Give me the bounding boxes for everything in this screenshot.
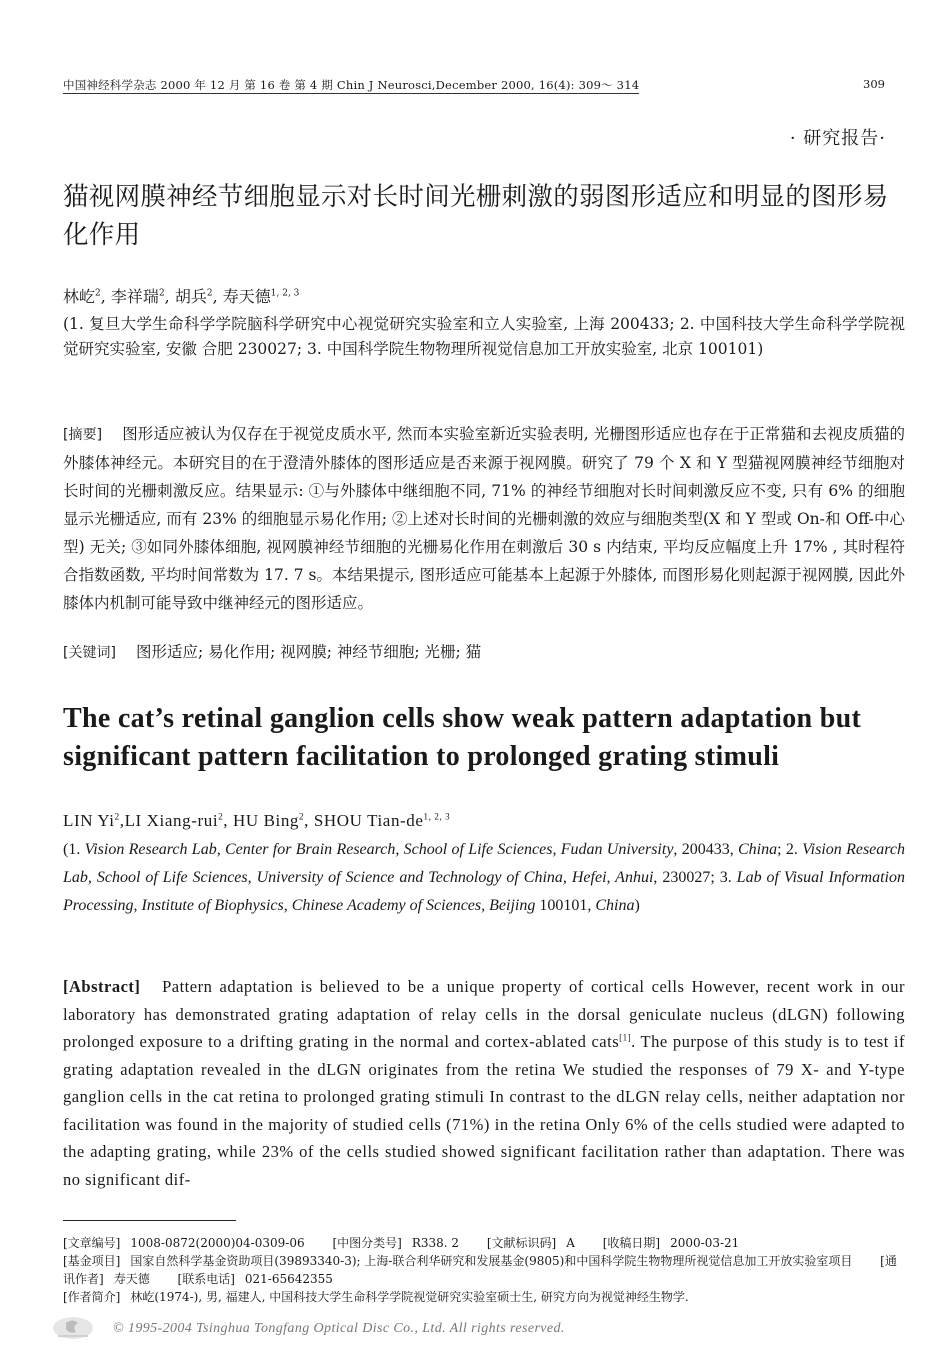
author-name: LIN Yi [63,811,115,830]
english-abstract [63,973,905,1193]
document-code: A [566,1236,575,1250]
copyright-notice: © 1995-2004 Tsinghua Tongfang Optical Disc Co., Ltd. All rights reserved. [113,1321,565,1336]
chinese-title: 猫视网膜神经节细胞显示对长时间光栅刺激的弱图形适应和明显的图形易化作用 [63,182,889,250]
chinese-abstract [63,420,905,617]
author-affil-mark: 2 [299,811,305,822]
abstract-label: [摘要] [63,427,103,443]
footnote-label: [基金项目] [63,1254,121,1268]
footnote-line [63,1288,905,1306]
footnote-label: [联系电话] [177,1272,235,1286]
author-affil-mark: 2 [206,288,213,299]
affil-text: , 200433, [673,841,738,858]
author-name: , 寿天德 [212,287,271,306]
chinese-affiliations: (1. 复旦大学生命科学学院脑科学研究中心视觉研究实验室和立人实验室, 上海 200433; 2. 中国科技大学生命科学学院视觉研究实验室, 安徽 合肥 230027; 3. 中国科学院生物物理所视觉信息加工开放实验室, 北京 100101) [63,315,905,358]
author-name: ,LI Xiang-rui [119,811,219,830]
contact-phone: 021-65642355 [244,1272,333,1286]
footnotes [63,1234,905,1306]
footnote-label: [作者简介] [63,1290,121,1304]
english-title: The cat’s retinal ganglion cells show weak pattern adaptation but significant pattern facilitation to prolonged grating stimuli [63,703,862,772]
footnote-label: [通讯作者] [63,1254,897,1286]
affil-text: , 230027; 3. [653,869,737,886]
page-number: 309 [863,77,885,91]
author-affil-mark: 1, 2, 3 [270,288,300,299]
section-tag: · 研究报告· [789,128,886,149]
author-name: , HU Bing [223,811,300,830]
keywords-label: [关键词] [63,645,116,661]
affil-institution: Vision Research Lab, Center for Brain Research, School of Life Sciences, Fudan University [84,841,674,858]
author-affil-mark: 2 [218,811,224,822]
publisher-logo-icon [50,1314,96,1342]
author-name: , SHOU Tian-de [304,811,424,830]
author-affil-mark: 2 [158,288,165,299]
author-affil-mark: 2 [114,811,120,822]
affil-text: (1. [63,841,85,858]
corresponding-author: 寿天德 [113,1272,150,1286]
affil-institution: Lab of Visual Information Processing, Institute of Biophysics, Chinese Academy of Sciences, Beijing [63,869,905,914]
affil-text: 100101, [535,897,596,914]
author-affil-mark: 2 [95,288,101,299]
chinese-authors [63,284,299,307]
footnote-label: [文献标识码] [486,1236,557,1250]
chinese-keywords [63,640,905,662]
author-name: , 胡兵 [164,287,207,306]
affil-institution: Vision Research Lab, School of Life Sciences, University of Science and Technology of China, Hefei, Anhui [63,841,906,886]
abstract-text: . The purpose of this study is to test if grating adaptation revealed in the dLGN originates from the retina We studied the responses of 79 X- and Y-type ganglion cells in the cat retina to prolonged grating stimuli In contrast to the dLGN relay cells, neither adaptation nor facilitation was found in the majority of studied cells (71%) in the retina Only 6% of the cells studied were adapted to the adapting grating, while 23% of the cells studied showed significant facilitation rather than adaptation. There was no significant dif- [63,1032,905,1189]
footnote-divider [63,1220,236,1221]
journal-citation: 中国神经科学杂志 2000 年 12 月 第 16 卷 第 4 期 Chin J Neurosci,December 2000, 16(4): 309～ 314 [63,78,640,92]
abstract-text: 图形适应被认为仅存在于视觉皮质水平, 然而本实验室新近实验表明, 光栅图形适应也存在于正常猫和去视皮质猫的外膝体神经元。本研究目的在于澄清外膝体的图形适应是否来源于视网膜。研究了 79 个 X 和 Y 型猫视网膜神经节细胞对长时间的光栅刺激反应。结果显示: ①与外膝体中继细胞不同, 71% 的神经节细胞对长时间刺激反应不变, 只有 6% 的细胞显示光栅适应, 而有 23% 的细胞显示易化作用; ②上述对长时间的光栅刺激的效应与细胞类型(X 和 Y 型或 On-和 Off-中心型) 无关; ③如同外膝体细胞, 视网膜神经节细胞的光栅易化作用在刺激后 30 s 内结束, 平均反应幅度上升 17% , 其时程符合指数函数, 平均时间常数为 17. 7 s。本结果提示, 图形适应可能基本上起源于外膝体, 而图形易化则起源于视网膜, 因此外膝体内机制可能导致中继神经元的图形适应。 [63,425,905,612]
author-affil-mark: 1, 2, 3 [423,811,451,822]
affil-country: China [595,897,635,914]
running-header [63,77,885,95]
classification-number: R338. 2 [411,1236,460,1250]
affil-text: ) [634,897,640,914]
footnote-line [63,1252,905,1288]
english-authors [63,811,450,831]
author-bio: 林屹(1974-), 男, 福建人, 中国科技大学生命科学学院视觉研究实验室硕士生, 研究方向为视觉神经生物学. [130,1290,689,1304]
footnote-line [63,1234,905,1252]
keywords-text: 图形适应; 易化作用; 视网膜; 神经节细胞; 光栅; 猫 [135,643,482,661]
received-date: 2000-03-21 [670,1236,740,1250]
funding-text: 国家自然科学基金资助项目(39893340-3); 上海-联合利华研究和发展基金(9805)和中国科学院生物物理所视觉信息加工开放实验室项目 [130,1254,853,1268]
footnote-label: [中图分类号] [332,1236,402,1250]
affil-text: ; 2. [777,841,803,858]
english-affiliations [63,836,905,920]
author-name: , 李祥瑞 [100,287,159,306]
citation-ref: [1] [619,1032,632,1043]
footnote-label: [文章编号] [63,1236,121,1250]
abstract-text: Pattern adaptation is believed to be a unique property of cortical cells However, recent work in our laboratory has demonstrated grating adaptation of relay cells in the dorsal geniculate nucleus (dLGN) following prolonged exposure to a drifting grating in the normal and cortex-ablated cats [63,977,905,1051]
author-name: 林屹 [63,287,96,306]
abstract-label: [Abstract] [63,977,141,996]
footnote-label: [收稿日期] [602,1236,661,1250]
article-number: 1008-0872(2000)04-0309-06 [130,1236,305,1250]
affil-country: China [737,841,778,858]
